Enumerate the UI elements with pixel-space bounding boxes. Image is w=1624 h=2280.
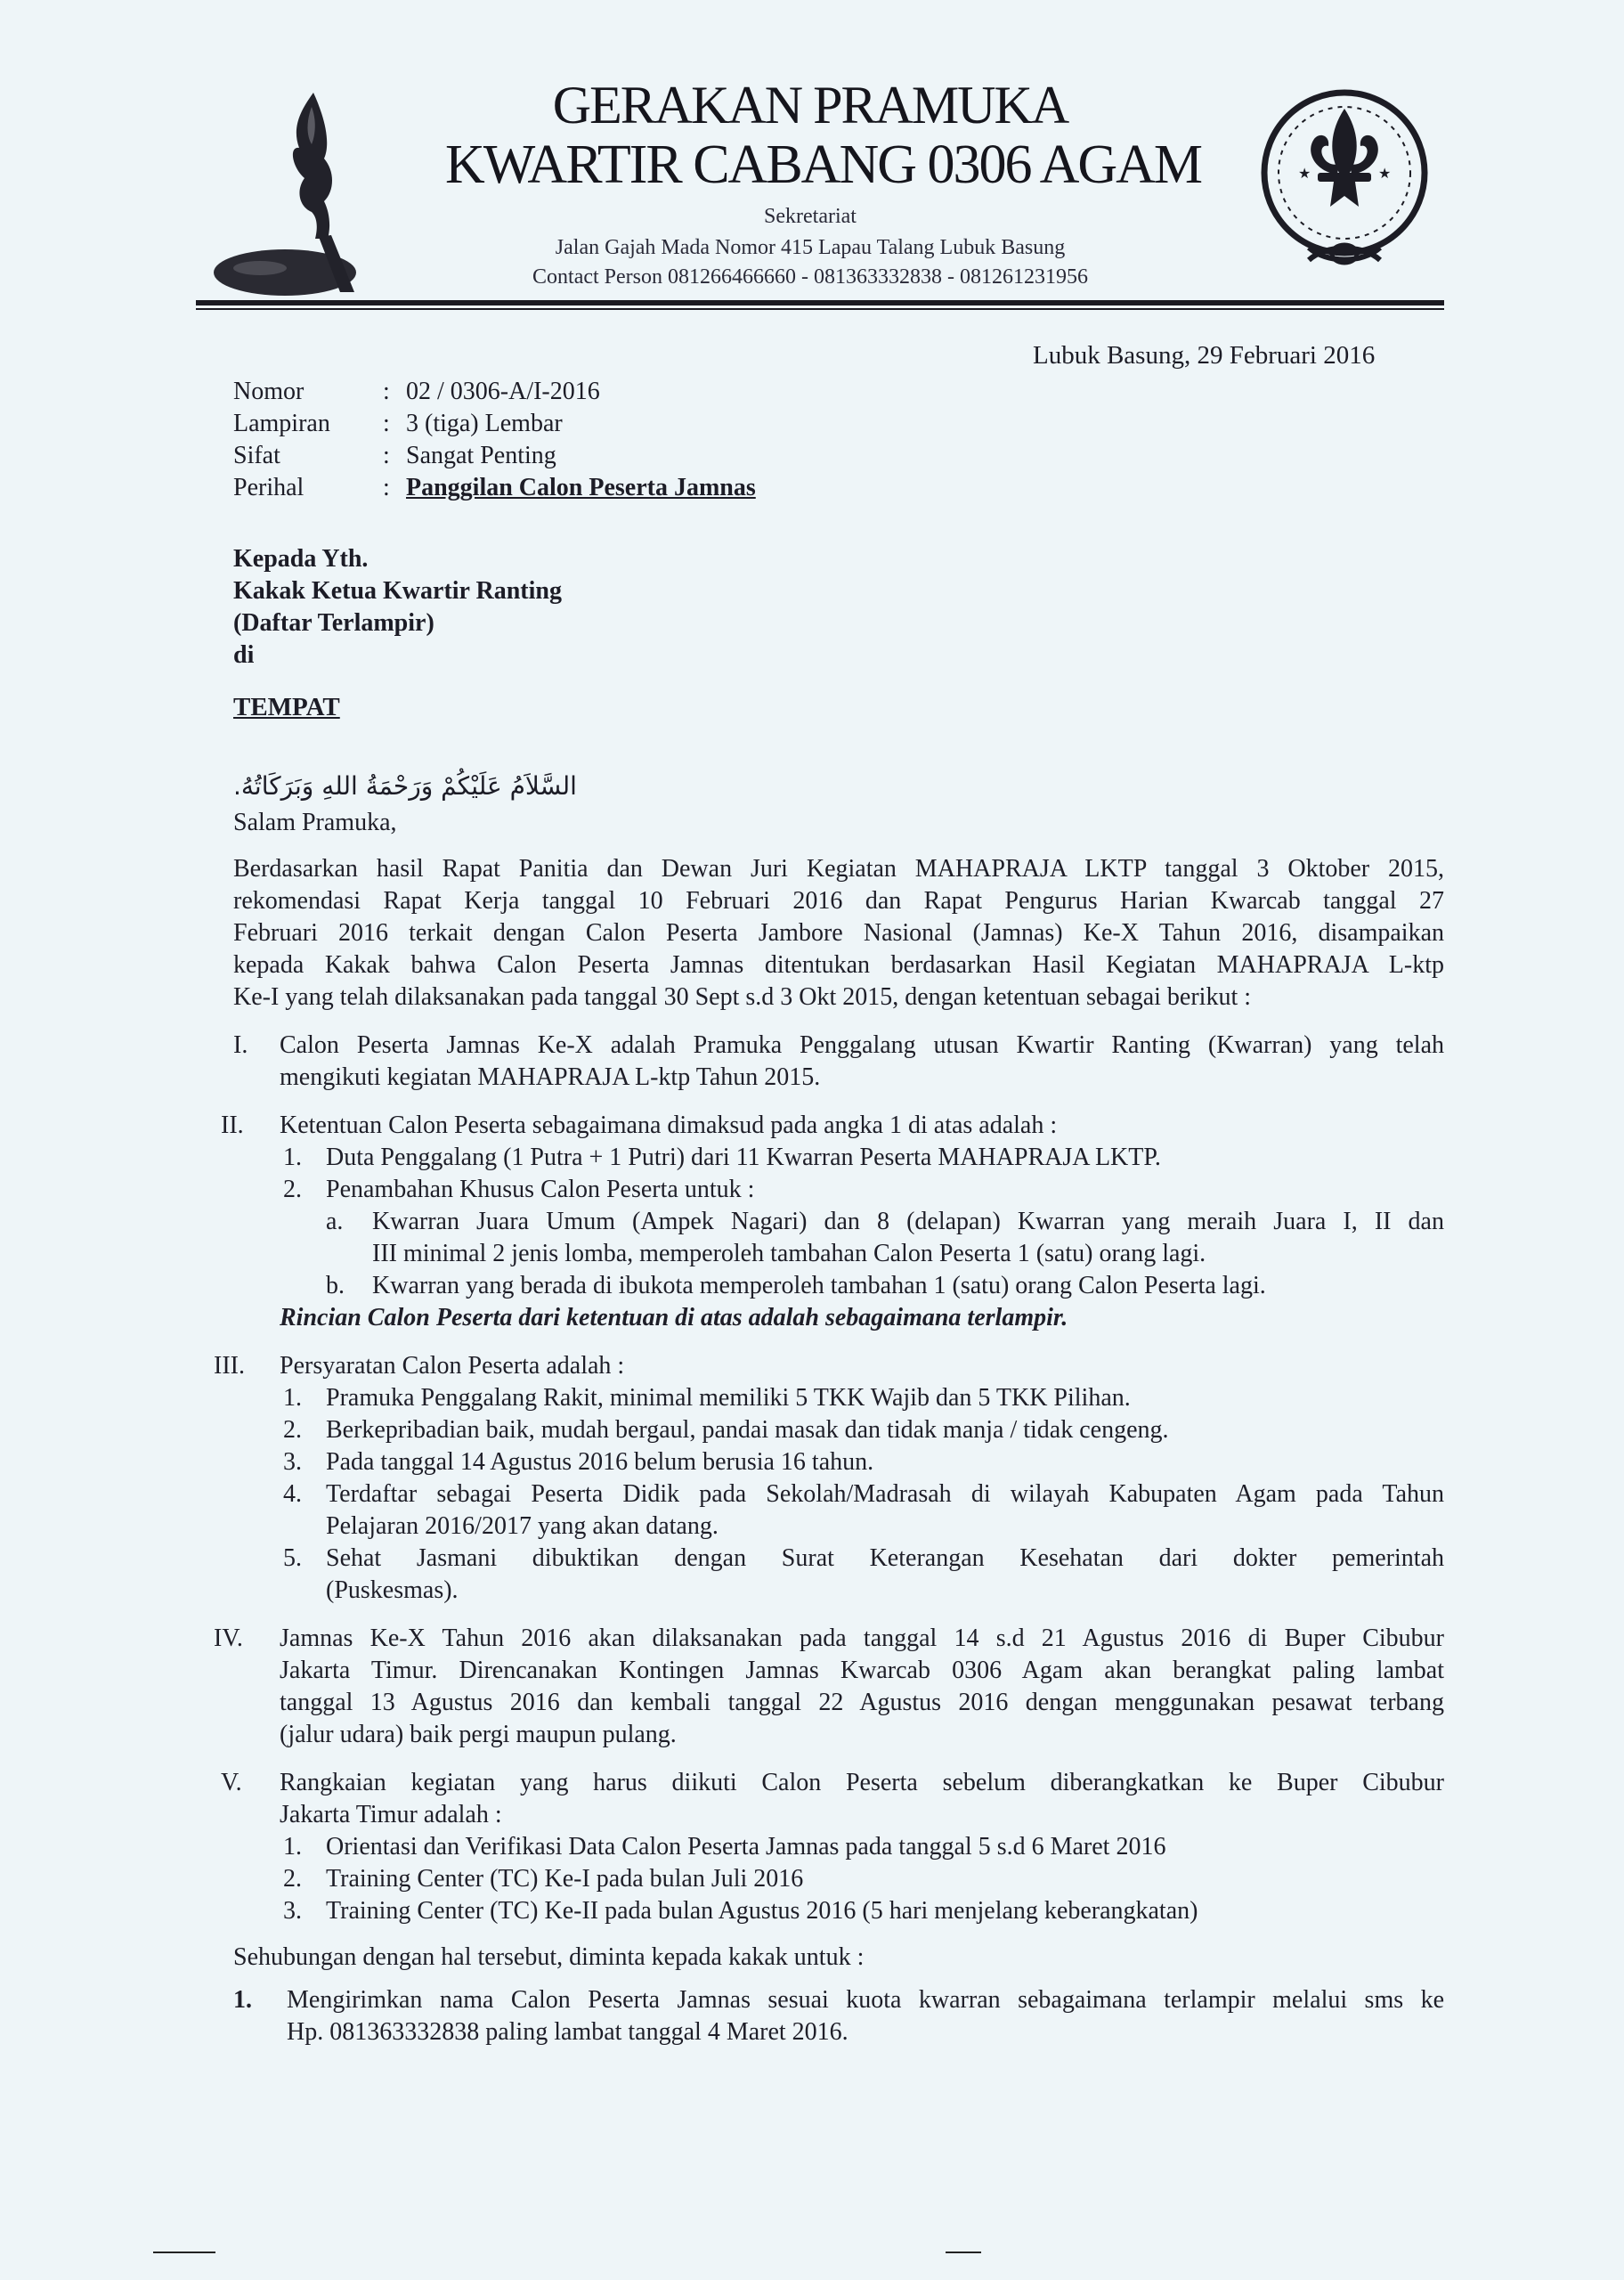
section-lead: Ketentuan Calon Peserta sebagaimana dimaksud pada angka 1 di atas adalah : bbox=[280, 1112, 1058, 1139]
intro-line: kepada Kakak bahwa Calon Peserta Jamnas ditentukan berdasarkan Hasil Kegiatan MAHAPRAJA L-ktp bbox=[233, 951, 1444, 979]
item-number: 3. bbox=[283, 1897, 302, 1925]
section-line: mengikuti kegiatan MAHAPRAJA L-ktp Tahun 2015. bbox=[280, 1063, 821, 1091]
item-text: Training Center (TC) Ke-II pada bulan Agustus 2016 (5 hari menjelang keberangkatan) bbox=[326, 1897, 1198, 1925]
subitem-letter: a. bbox=[326, 1208, 344, 1235]
intro-line: rekomendasi Rapat Kerja tanggal 10 Februari 2016 dan Rapat Pengurus Harian Kwarcab tanggal 27 bbox=[233, 887, 1444, 915]
section-lead: Rangkaian kegiatan yang harus diikuti Calon Peserta sebelum diberangkatkan ke Buper Cibubur bbox=[280, 1769, 1444, 1796]
section-line: Calon Peserta Jamnas Ke-X adalah Pramuka Penggalang utusan Kwartir Ranting (Kwarran) yang telah bbox=[280, 1031, 1444, 1059]
meta-row-perihal: Perihal : Panggilan Calon Peserta Jamnas bbox=[233, 474, 756, 501]
item-text: Pelajaran 2016/2017 yang akan datang. bbox=[326, 1512, 719, 1540]
recipient-line: Kepada Yth. bbox=[233, 545, 369, 573]
request-line: Hp. 081363332838 paling lambat tanggal 4 Maret 2016. bbox=[287, 2018, 849, 2046]
recipient-line: (Daftar Terlampir) bbox=[233, 609, 434, 637]
request-lead: Sehubungan dengan hal tersebut, diminta kepada kakak untuk : bbox=[233, 1943, 865, 1971]
org-name-line1: GERAKAN PRAMUKA bbox=[552, 76, 1068, 134]
section-line: Jamnas Ke-X Tahun 2016 akan dilaksanakan pada tanggal 14 s.d 21 Agustus 2016 di Buper Cibubur bbox=[280, 1624, 1444, 1652]
scan-mark bbox=[153, 2252, 215, 2253]
intro-line: Ke-I yang telah dilaksanakan pada tanggal 30 Sept s.d 3 Okt 2015, dengan ketentuan sebagai berikut : bbox=[233, 983, 1251, 1011]
subitem-text: III minimal 2 jenis lomba, memperoleh tambahan Calon Peserta 1 (satu) orang lagi. bbox=[372, 1240, 1206, 1267]
meta-value-subject: Panggilan Calon Peserta Jamnas bbox=[406, 474, 756, 501]
section-number: IV. bbox=[214, 1624, 243, 1652]
meta-label: Lampiran bbox=[233, 410, 330, 437]
secretariat-label: Sekretariat bbox=[764, 205, 857, 228]
meta-value: Sangat Penting bbox=[406, 442, 556, 469]
place-date: Lubuk Basung, 29 Februari 2016 bbox=[1033, 341, 1376, 370]
meta-value: 02 / 0306-A/I-2016 bbox=[406, 378, 600, 405]
section-number: V. bbox=[221, 1769, 242, 1796]
item-number: 1. bbox=[283, 1144, 302, 1171]
meta-value: 3 (tiga) Lembar bbox=[406, 410, 563, 437]
subitem-text: Kwarran yang berada di ibukota memperoleh tambahan 1 (satu) orang Calon Peserta lagi. bbox=[372, 1272, 1266, 1299]
item-number: 4. bbox=[283, 1480, 302, 1508]
item-number: 2. bbox=[283, 1416, 302, 1444]
letterhead-divider bbox=[196, 300, 1444, 305]
wosm-emblem bbox=[1255, 86, 1433, 290]
section-note: Rincian Calon Peserta dari ketentuan di atas adalah sebagaimana terlampir. bbox=[280, 1304, 1068, 1331]
section-lead: Jakarta Timur adalah : bbox=[280, 1801, 502, 1828]
item-text: Training Center (TC) Ke-I pada bulan Juli 2016 bbox=[326, 1865, 804, 1893]
item-text: Duta Penggalang (1 Putra + 1 Putri) dari 11 Kwarran Peserta MAHAPRAJA LKTP. bbox=[326, 1144, 1161, 1171]
section-lead: Persyaratan Calon Peserta adalah : bbox=[280, 1352, 625, 1380]
intro-line: Berdasarkan hasil Rapat Panitia dan Dewan Juri Kegiatan MAHAPRAJA LKTP tanggal 3 Oktober 2015, bbox=[233, 855, 1444, 883]
item-number: 2. bbox=[283, 1176, 302, 1203]
svg-text:★: ★ bbox=[1378, 165, 1392, 182]
contact-person: Contact Person 081266466660 - 081363332838 - 081261231956 bbox=[532, 265, 1088, 289]
item-number: 2. bbox=[283, 1865, 302, 1893]
meta-label: Nomor bbox=[233, 378, 304, 405]
meta-row-sifat: Sifat : Sangat Penting bbox=[233, 442, 556, 469]
tunas-kelapa-logo bbox=[207, 86, 358, 296]
meta-row-nomor: Nomor : 02 / 0306-A/I-2016 bbox=[233, 378, 600, 405]
request-number: 1. bbox=[233, 1986, 252, 2014]
salutation: Salam Pramuka, bbox=[233, 809, 397, 836]
item-number: 1. bbox=[283, 1833, 302, 1861]
item-text: Pada tanggal 14 Agustus 2016 belum berusia 16 tahun. bbox=[326, 1448, 874, 1476]
meta-row-lampiran: Lampiran : 3 (tiga) Lembar bbox=[233, 410, 563, 437]
request-line: Mengirimkan nama Calon Peserta Jamnas sesuai kuota kwarran sebagaimana terlampir melalui sms ke bbox=[287, 1986, 1444, 2014]
item-number: 5. bbox=[283, 1544, 302, 1572]
subitem-text: Kwarran Juara Umum (Ampek Nagari) dan 8 (delapan) Kwarran yang meraih Juara I, II dan bbox=[372, 1208, 1444, 1235]
item-text: Orientasi dan Verifikasi Data Calon Peserta Jamnas pada tanggal 5 s.d 6 Maret 2016 bbox=[326, 1833, 1166, 1861]
secretariat-address: Jalan Gajah Mada Nomor 415 Lapau Talang Lubuk Basung bbox=[555, 236, 1066, 259]
item-text: Sehat Jasmani dibuktikan dengan Surat Keterangan Kesehatan dari dokter pemerintah bbox=[326, 1544, 1444, 1572]
arabic-greeting: السَّلاَمُ عَلَيْكُمْ وَرَحْمَةُ اللهِ وَبَرَكَاتُهُ. bbox=[233, 771, 577, 801]
letterhead-divider-thin bbox=[196, 308, 1444, 310]
section-number: I. bbox=[233, 1031, 248, 1059]
item-text: Terdaftar sebagai Peserta Didik pada Sekolah/Madrasah di wilayah Kabupaten Agam pada Tahun bbox=[326, 1480, 1444, 1508]
svg-text:★: ★ bbox=[1298, 165, 1311, 182]
section-number: III. bbox=[214, 1352, 245, 1380]
recipient-line: Kakak Ketua Kwartir Ranting bbox=[233, 577, 562, 605]
item-text: Berkepribadian baik, mudah bergaul, pandai masak dan tidak manja / tidak cengeng. bbox=[326, 1416, 1169, 1444]
section-line: Jakarta Timur. Direncanakan Kontingen Jamnas Kwarcab 0306 Agam akan berangkat paling lambat bbox=[280, 1657, 1444, 1684]
item-number: 3. bbox=[283, 1448, 302, 1476]
item-text: Penambahan Khusus Calon Peserta untuk : bbox=[326, 1176, 755, 1203]
item-number: 1. bbox=[283, 1384, 302, 1412]
scan-mark bbox=[946, 2252, 981, 2253]
meta-label: Perihal bbox=[233, 474, 304, 501]
org-name-line2: KWARTIR CABANG 0306 AGAM bbox=[445, 134, 1202, 195]
section-number: II. bbox=[221, 1112, 244, 1139]
section-line: (jalur udara) baik pergi maupun pulang. bbox=[280, 1721, 677, 1748]
item-text: (Puskesmas). bbox=[326, 1576, 459, 1604]
recipient-place: TEMPAT bbox=[233, 693, 340, 721]
subitem-letter: b. bbox=[326, 1272, 345, 1299]
intro-line: Februari 2016 terkait dengan Calon Peserta Jambore Nasional (Jamnas) Ke-X Tahun 2016, disampaikan bbox=[233, 919, 1444, 947]
meta-label: Sifat bbox=[233, 442, 280, 469]
recipient-line: di bbox=[233, 641, 255, 669]
item-text: Pramuka Penggalang Rakit, minimal memiliki 5 TKK Wajib dan 5 TKK Pilihan. bbox=[326, 1384, 1131, 1412]
section-line: tanggal 13 Agustus 2016 dan kembali tanggal 22 Agustus 2016 dengan menggunakan pesawat terbang bbox=[280, 1689, 1444, 1716]
